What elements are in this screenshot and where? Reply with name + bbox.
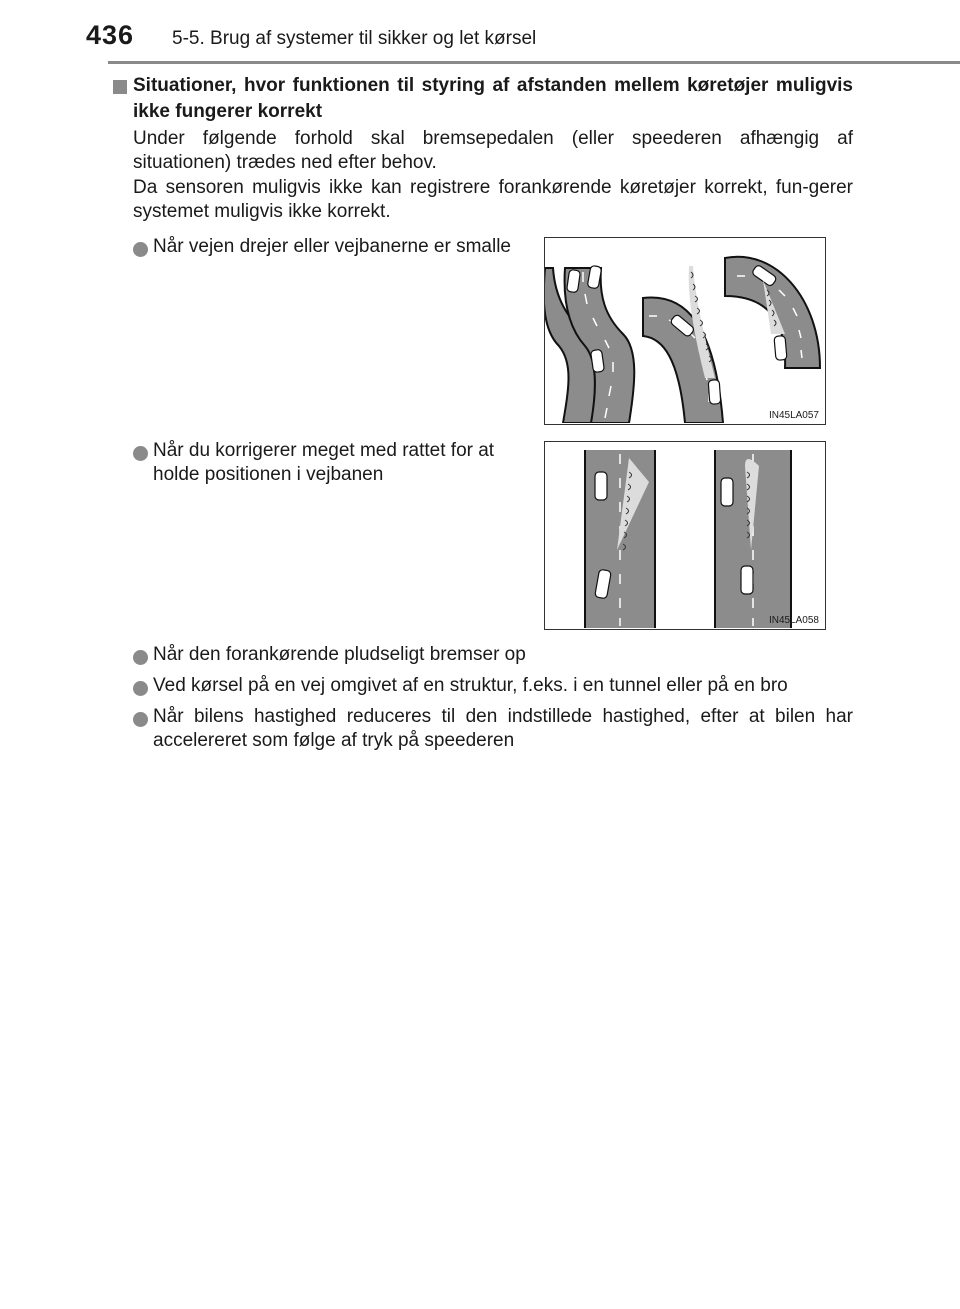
bullet-item: Når vejen drejer eller vejbanerne er smalle [153,236,512,257]
bullet-dot-icon [133,242,148,257]
straight-road-illustration [545,442,824,628]
bullet-dot-icon [133,712,148,727]
curved-road-illustration [545,238,824,423]
heading-square-icon [113,80,127,94]
bullet-item: Når den forankørende pludseligt bremser op [153,644,526,665]
figure-straight-roads [544,441,826,630]
page-header [0,0,960,60]
figure-code: IN45LA058 [768,615,819,626]
header-rule [108,61,960,64]
figure-code: IN45LA057 [768,410,819,421]
paragraph: Under følgende forhold skal bremsepedalen (eller speederen afhængig af situationen) trædes ned efter behov. [133,128,853,173]
bullet-dot-icon [133,446,148,461]
bullet-item: Når du korrigerer meget med rattet for at holde positionen i vejbanen [153,440,495,485]
bullet-dot-icon [133,650,148,665]
figure-curved-roads [544,237,826,425]
page-number: 436 [86,20,135,50]
bullet-item: Når bilens hastighed reduceres til den indstillede hastighed, efter at bilen har accelereret som følge af tryk på speederen [153,706,853,751]
bullet-dot-icon [133,681,148,696]
section-title: 5-5. Brug af systemer til sikker og let kørsel [172,28,537,49]
bullet-item: Ved kørsel på en vej omgivet af en struktur, f.eks. i en tunnel eller på en bro [153,675,788,696]
paragraph: Da sensoren muligvis ikke kan registrere forankørende køretøjer korrekt, fun-gerer systemet muligvis ikke korrekt. [133,177,853,222]
section-heading: Situationer, hvor funktionen til styring af afstanden mellem køretøjer muligvis ikke fungerer korrekt [133,75,853,122]
